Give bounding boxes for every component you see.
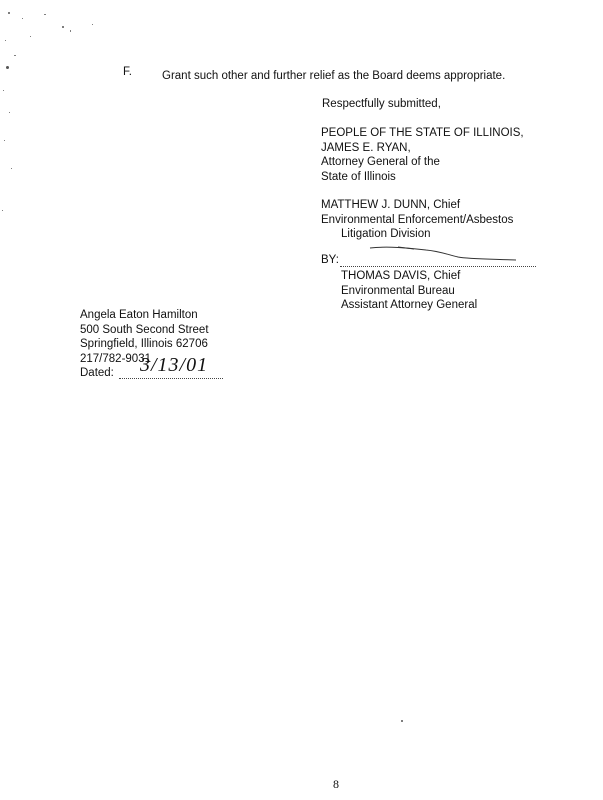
dated-label: Dated:	[80, 367, 114, 380]
dated-line	[119, 378, 223, 379]
party-line: State of Illinois	[321, 170, 396, 183]
by-label: BY:	[321, 254, 339, 266]
signer-line: Assistant Attorney General	[341, 299, 478, 312]
relief-marker: F.	[123, 66, 132, 78]
division-line: Environmental Enforcement/Asbestos	[321, 213, 514, 226]
division-block	[321, 198, 513, 242]
attorney-name: Angela Eaton Hamilton	[80, 309, 198, 321]
signer-line: Environmental Bureau	[341, 284, 455, 297]
dated-value: 3/13/01	[140, 354, 209, 376]
attorney-city: Springfield, Illinois 62706	[80, 338, 208, 351]
signature-mark	[368, 242, 518, 264]
party-line: PEOPLE OF THE STATE OF ILLINOIS,	[321, 127, 524, 139]
relief-text: Grant such other and further relief as the Board deems appropriate.	[162, 70, 506, 82]
division-line: Litigation Division	[341, 228, 431, 241]
attorney-street: 500 South Second Street	[80, 323, 209, 336]
signature-line	[340, 266, 536, 267]
party-line: Attorney General of the	[321, 156, 440, 169]
signer-block	[341, 269, 477, 313]
party-line: JAMES E. RYAN,	[321, 141, 411, 154]
party-block	[321, 126, 524, 184]
division-line: MATTHEW J. DUNN, Chief	[321, 199, 461, 211]
closing-text: Respectfully submitted,	[322, 98, 441, 110]
signer-line: THOMAS DAVIS, Chief	[341, 270, 461, 282]
page-number: 8	[333, 777, 339, 791]
attorney-phone: 217/782-9031	[80, 352, 151, 365]
